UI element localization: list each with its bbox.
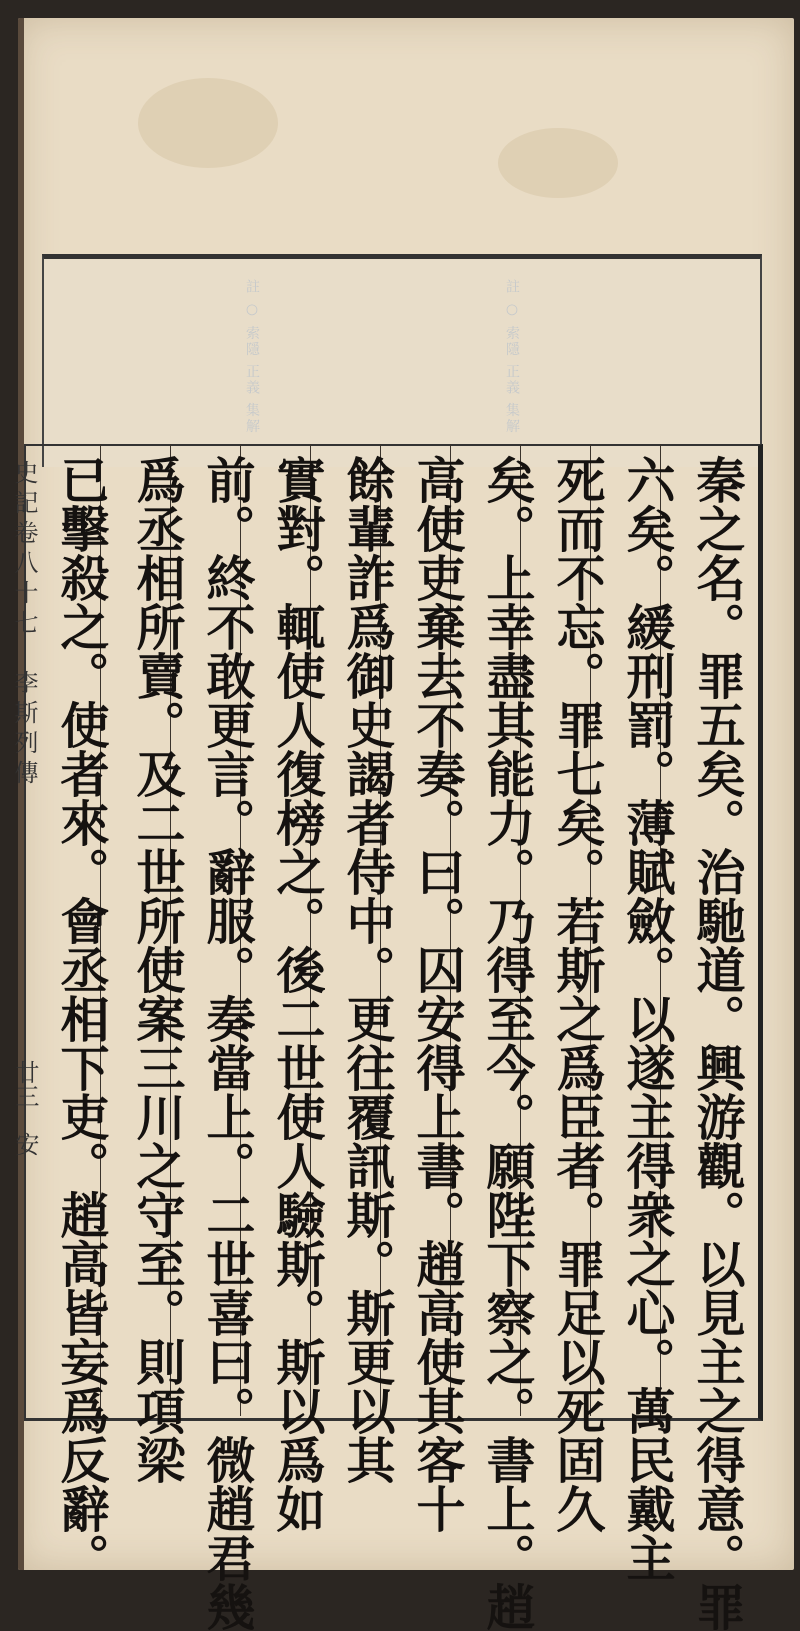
fold-margin-title: 史記卷八十七 李斯列傳 [10,460,38,790]
text-column-7: 實對。輒使人復榜之。後二世使人驗斯。斯以爲如 [269,455,327,1533]
text-column-4: 矣。上幸盡其能力。乃得至今。願陛下察之。書上。趙 [479,455,537,1631]
text-column-9: 爲丞相所賣。及二世所使案三川之守至。則項梁 [129,455,187,1484]
text-column-5: 高使吏棄去不奏。曰。囚安得上書。趙高使其客十 [409,455,467,1533]
text-column-6: 餘輩詐爲御史謁者侍中。更往覆訊斯。斯更以其 [339,455,397,1484]
text-column-2: 六矣。緩刑罰。薄賦斂。以遂主得衆之心。萬民戴主 [619,455,677,1582]
text-column-10: 已擊殺之。使者來。會丞相下吏。趙高皆妄爲反辭。 [53,455,111,1582]
text-column-1: 秦之名。罪五矣。治馳道。興游觀。以見主之得意。罪 [689,455,747,1631]
paper-stain [138,78,278,168]
fold-margin-page-number: 廿三 安 [11,1060,39,1156]
bleed-through-text: 註 ○ 索隱 正義 集解 [244,279,260,435]
paper-stain [498,128,618,198]
bleed-through-text: 註 ○ 索隱 正義 集解 [504,279,520,435]
text-column-3: 死而不忘。罪七矣。若斯之爲臣者。罪足以死固久 [549,455,607,1533]
headnote-area [42,254,762,467]
text-column-8: 前。終不敢更言。辭服。奏當上。二世喜曰。微趙君幾 [199,455,257,1631]
